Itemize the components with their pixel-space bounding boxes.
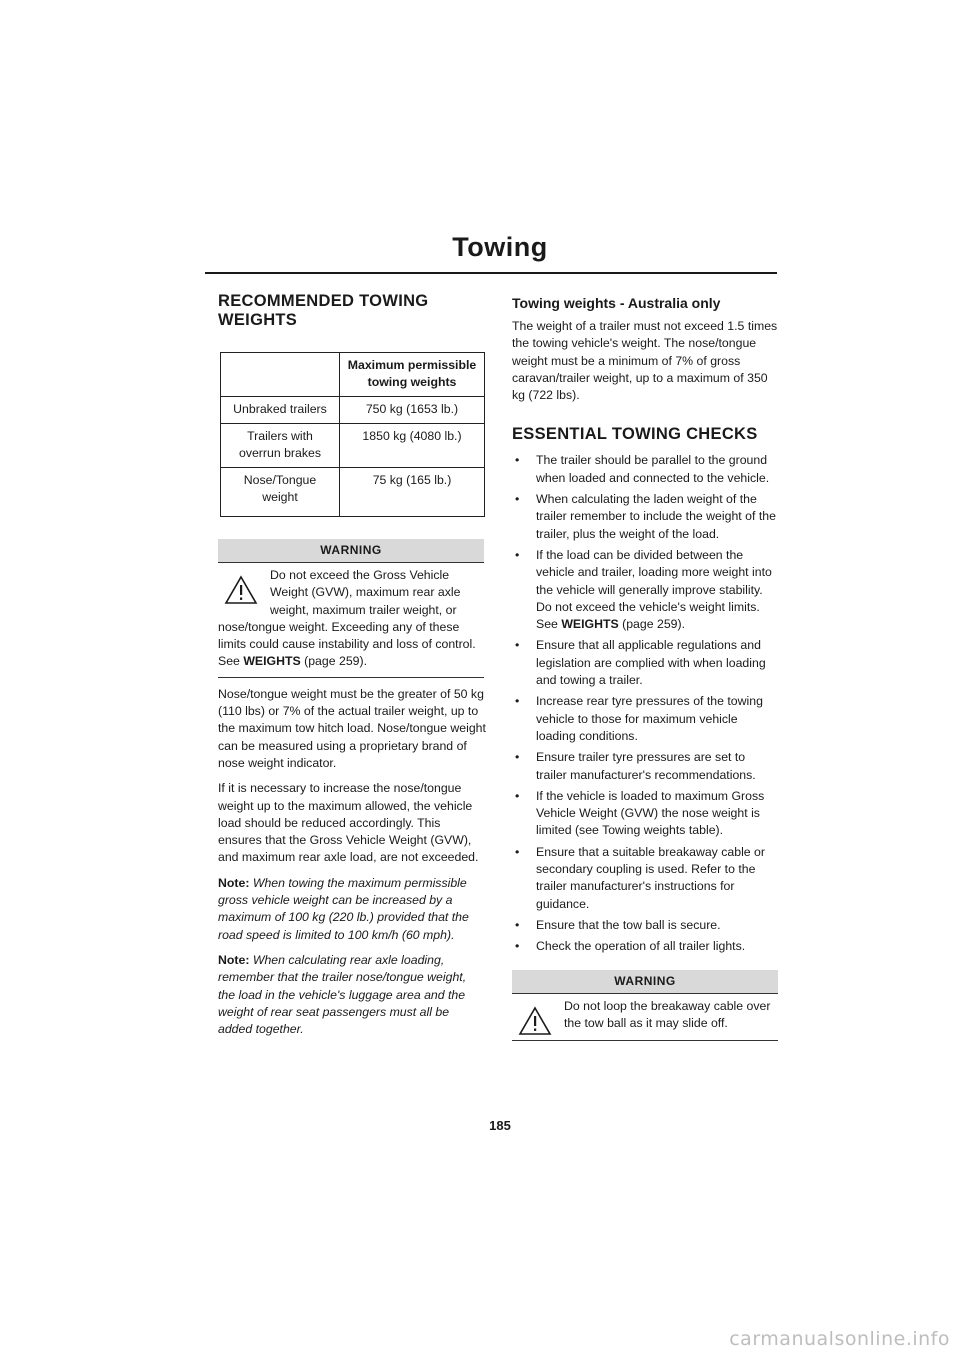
- list-item-text: When calculating the laden weight of the trailer remember to include the weight of the trailer, plus the weight of the load.: [536, 492, 776, 541]
- list-item-text: The trailer should be parallel to the ground when loaded and connected to the vehicle.: [536, 453, 770, 485]
- list-item-text: Increase rear tyre pressures of the towing vehicle to those for maximum vehicle loading conditions.: [536, 694, 763, 743]
- warning-triangle-icon: [518, 1006, 552, 1036]
- bullet: •: [515, 844, 520, 859]
- nose-weight-paragraph: Nose/tongue weight must be the greater of 50 kg (110 lbs) or 7% of the actual trailer weight, up to the maximum tow hitch load. Nose/tongue weight can be measured using a proprietary brand of nose weight indicator.: [218, 686, 486, 770]
- list-item: [512, 844, 778, 913]
- list-item: [512, 491, 778, 543]
- list-item-text: If the load can be divided between the vehicle and trailer, loading more weight into the vehicle will generally improve stability. Do not exceed the vehicle's weight limits. See: [536, 547, 772, 632]
- list-item: [512, 938, 778, 955]
- list-item-text: Check the operation of all trailer lights.: [536, 939, 746, 954]
- bullet: •: [515, 453, 520, 468]
- list-item: [512, 788, 778, 840]
- essential-checks-list: [512, 452, 778, 955]
- weights-page-ref: (page 259).: [304, 654, 368, 669]
- list-item: [512, 749, 778, 784]
- table-header-max-weights: Maximum permissible towing weights: [340, 353, 485, 397]
- note-label: Note:: [218, 875, 250, 890]
- section-heading-essential-checks: ESSENTIAL TOWING CHECKS: [512, 425, 758, 444]
- bullet: •: [515, 638, 520, 653]
- reduce-load-paragraph: If it is necessary to increase the nose/tongue weight up to the maximum allowed, the vehicle load should be reduced accordingly. This ensures that the Gross Vehicle Weight (GVW), and maximum rear axle load, are not exceeded.: [218, 781, 479, 865]
- warning-text-indented: Do not exceed the Gross Vehicle Weight (GVW), maximum rear axle weight, maximum trailer weight, or: [270, 568, 461, 617]
- right-column: [512, 290, 778, 1041]
- list-item: [512, 452, 778, 487]
- table-row: [221, 397, 485, 424]
- list-item: [512, 693, 778, 745]
- weights-link[interactable]: WEIGHTS: [243, 654, 301, 669]
- warning-box-breakaway: [512, 970, 778, 1042]
- page-number: 185: [489, 1118, 511, 1133]
- bullet: •: [515, 939, 520, 954]
- watermark: carmanualsonline.info: [729, 1328, 950, 1350]
- warning-body: [218, 563, 484, 678]
- table-header-empty: [221, 353, 340, 397]
- title-rule: [205, 272, 777, 274]
- list-item: [512, 917, 778, 934]
- warning-title: WARNING: [218, 539, 484, 563]
- list-item: [512, 547, 778, 633]
- table-cell-value: 75 kg (165 lb.): [340, 468, 485, 517]
- towing-weights-table: [220, 352, 485, 517]
- note-rear-axle: [218, 952, 486, 1038]
- warning-text: Do not loop the breakaway cable over the tow ball as it may slide off.: [564, 998, 771, 1030]
- note-text: When towing the maximum permissible gross vehicle weight can be increased by a maximum of 100 kg (220 lb.) provided that the road speed is limited to 100 km/h (60 mph).: [218, 875, 469, 942]
- list-item: [512, 637, 778, 689]
- bullet: •: [515, 694, 520, 709]
- table-cell-value: 1850 kg (4080 lb.): [340, 424, 485, 468]
- weights-page-ref: (page 259).: [622, 617, 686, 632]
- table-cell-label: Unbraked trailers: [221, 397, 340, 424]
- table-cell-label: Nose/Tongue weight: [221, 468, 340, 517]
- table-header-row: [221, 353, 485, 397]
- page-title: Towing: [452, 232, 548, 262]
- note-label: Note:: [218, 952, 250, 967]
- warning-text-full: [218, 619, 484, 671]
- australia-paragraph: The weight of a trailer must not exceed 1.5 times the towing vehicle's weight. The nose/tongue weight must be a minimum of 7% of gross caravan/trailer weight, up to a maximum of 350 kg (722 lbs).: [512, 319, 778, 403]
- left-column: [218, 290, 486, 1038]
- bullet: •: [515, 750, 520, 765]
- note-gross-weight: [218, 875, 486, 944]
- table-cell-value: 750 kg (1653 lb.): [340, 397, 485, 424]
- list-item-text: Ensure that the tow ball is secure.: [536, 917, 721, 932]
- note-text: When calculating rear axle loading, remember that the trailer nose/tongue weight, the load in the vehicle's luggage area and the weight of rear seat passengers must all be added together.: [218, 952, 467, 1037]
- bullet: •: [515, 547, 520, 562]
- list-item-text: Ensure trailer tyre pressures are set to trailer manufacturer's recommendations.: [536, 750, 756, 782]
- list-item-text: Ensure that all applicable regulations and legislation are complied with when loading and towing a trailer.: [536, 638, 766, 688]
- warning-title: WARNING: [512, 970, 778, 994]
- subheading-australia: Towing weights - Australia only: [512, 295, 721, 311]
- table-row: [221, 424, 485, 468]
- table-row: [221, 468, 485, 517]
- warning-triangle-icon: [224, 575, 258, 605]
- list-item-text: Ensure that a suitable breakaway cable or secondary coupling is used. Refer to the trailer manufacturer's instructions for guidance.: [536, 844, 765, 911]
- table-cell-label: Trailers with overrun brakes: [221, 424, 340, 468]
- section-heading-recommended-weights: RECOMMENDED TOWING WEIGHTS: [218, 292, 429, 329]
- warning-body: [512, 994, 778, 1042]
- list-item-text: If the vehicle is loaded to maximum Gross Vehicle Weight (GVW) the nose weight is limited (see Towing weights table).: [536, 788, 765, 838]
- bullet: •: [515, 492, 520, 507]
- weights-link[interactable]: WEIGHTS: [561, 617, 619, 632]
- bullet: •: [515, 788, 520, 803]
- warning-text-continuation: nose/tongue weight. Exceeding any of these limits could cause instability and loss of control. See: [218, 619, 476, 669]
- bullet: •: [515, 917, 520, 932]
- warning-box-weights: [218, 539, 484, 678]
